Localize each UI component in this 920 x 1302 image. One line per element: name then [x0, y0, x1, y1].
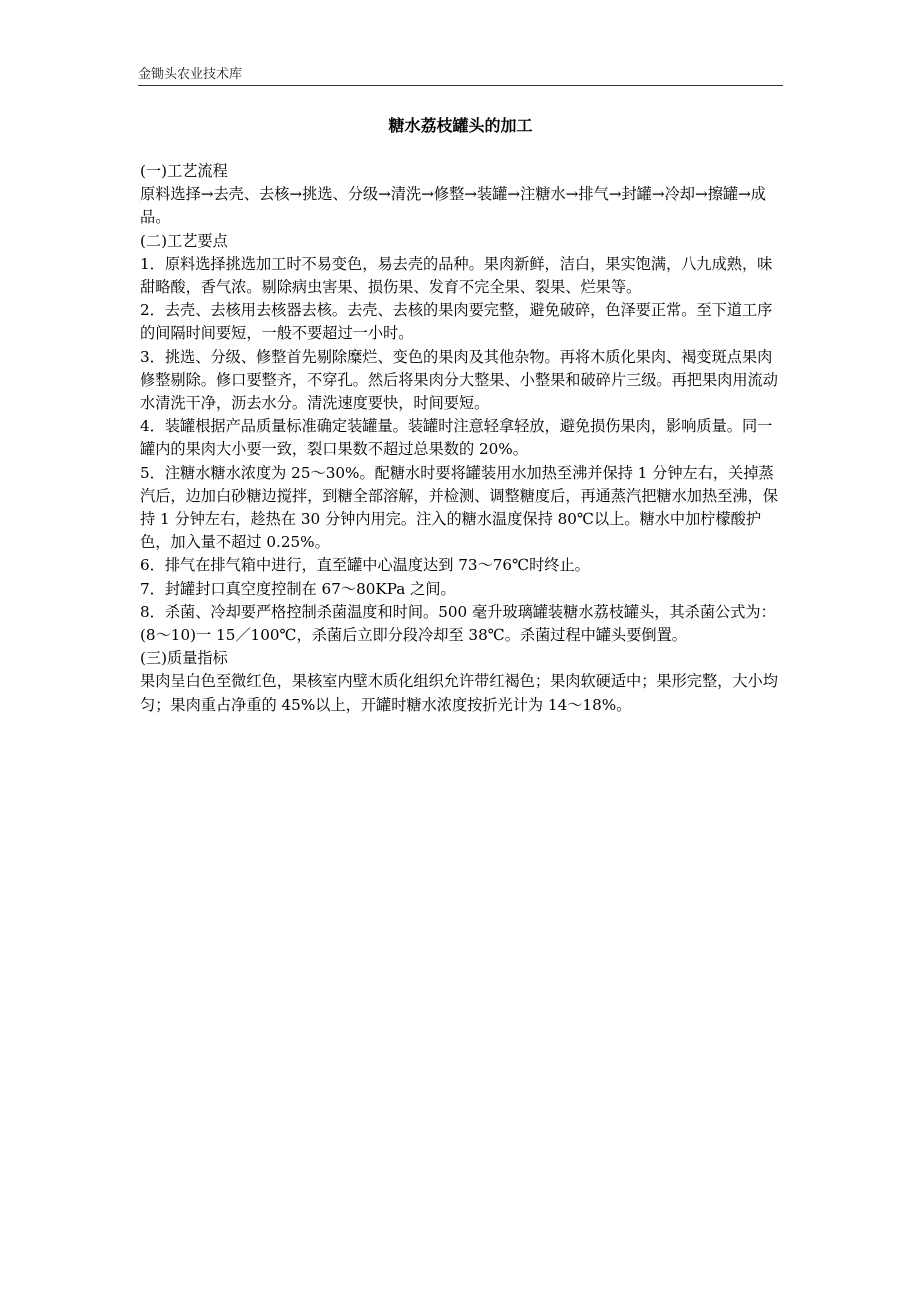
header-rule [138, 85, 783, 86]
paragraph-point-6: 6．排气在排气箱中进行，直至罐中心温度达到 73～76℃时终止。 [140, 556, 590, 575]
paragraph-point-2: 2．去壳、去核用去核器去核。去壳、去核的果肉要完整，避免破碎，色泽要正常。至下道工序的间隔时间要短，一般不要超过一小时。 [140, 301, 773, 343]
section-heading-process: (一)工艺流程 [140, 162, 228, 180]
document-title: 糖水荔枝罐头的加工 [388, 116, 533, 135]
paragraph-point-1: 1．原料选择挑选加工时不易变色，易去壳的品种。果肉新鲜，洁白，果实饱满，八九成熟，味甜略酸，香气浓。剔除病虫害果、损伤果、发育不完全果、裂果、烂果等。 [140, 254, 773, 297]
paragraph-point-3: 3．挑选、分级、修整首先剔除糜烂、变色的果肉及其他杂物。再将木质化果肉、褐变斑点果肉修整剔除。修口要整齐，不穿孔。然后将果肉分大整果、小整果和破碎片三级。再把果肉用流动水清洗干净，沥去水分。清洗速度要快，时间要短。 [140, 347, 778, 413]
paragraph-point-8: 8．杀菌、冷却要严格控制杀菌温度和时间。500 毫升玻璃罐装糖水荔枝罐头，其杀菌公式为：(8～10)一 15／100℃，杀菌后立即分段冷却至 38℃。杀菌过程中罐头要倒置。 [140, 602, 776, 645]
paragraph-point-5: 5．注糖水糖水浓度为 25～30%。配糖水时要将罐装用水加热至沸并保持 1 分钟左右，关掉蒸汽后，边加白砂糖边搅拌，到糖全部溶解，并检测、调整糖度后，再通蒸汽把糖水加热至沸，保持 1 分钟左右，趁热在 30 分钟内用完。注入的糖水温度保持 80℃以上。糖水中加柠檬酸护色，加入量不超过 0.25%。 [140, 463, 778, 552]
paragraph-process-flow: 原料选择→去壳、去核→挑选、分级→清洗→修整→装罐→注糖水→排气→封罐→冷却→擦罐→成品。 [140, 185, 766, 227]
page-header-source: 金锄头农业技术库 [138, 67, 243, 82]
section-heading-key-points: (二)工艺要点 [140, 231, 228, 250]
paragraph-point-4: 4．装罐根据产品质量标准确定装罐量。装罐时注意轻拿轻放，避免损伤果肉，影响质量。同一罐内的果肉大小要一致，裂口果数不超过总果数的 20%。 [140, 417, 773, 459]
document-body [140, 160, 785, 717]
paragraph-quality: 果肉呈白色至微红色，果核室内壁木质化组织允许带红褐色；果肉软硬适中；果形完整，大小均匀；果肉重占净重的 45%以上，开罐时糖水浓度按折光计为 14～18%。 [140, 672, 778, 714]
paragraph-point-7: 7．封罐封口真空度控制在 67～80KPa 之间。 [140, 579, 456, 598]
section-heading-quality: (三)质量指标 [140, 649, 228, 668]
